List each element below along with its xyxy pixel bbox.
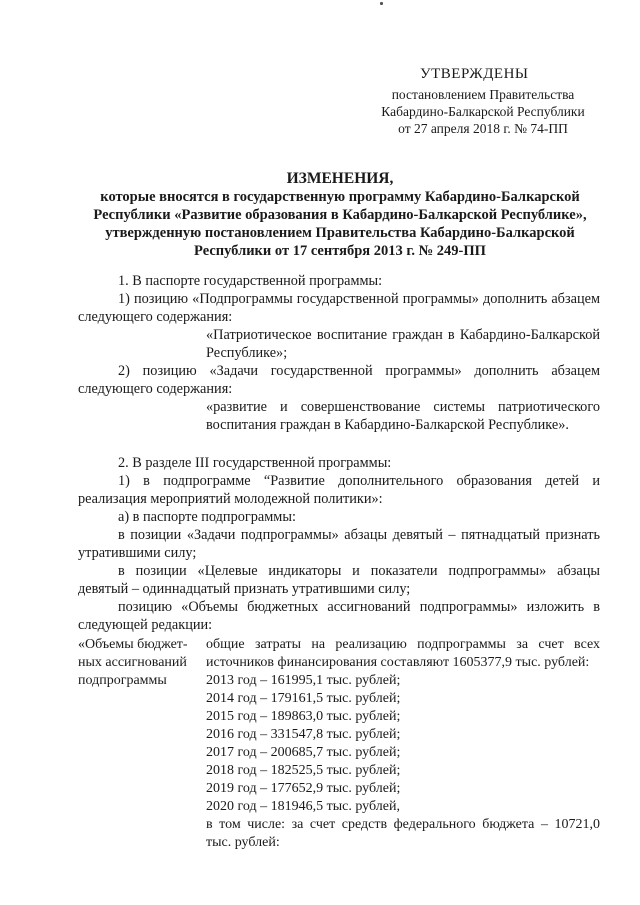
title-line: Республики от 17 сентября 2013 г. № 249-ПП — [194, 243, 486, 259]
approval-line: Кабардино-Балкарской Республики — [381, 104, 585, 119]
document-body — [78, 272, 600, 852]
approval-heading: УТВЕРЖДЕНЫ — [420, 66, 529, 82]
budget-table-label: «Объемы бюджет-ных ассигнований подпрограммы — [78, 637, 188, 688]
section2-item1: 1) в подпрограмме “Развитие дополнительного образования детей и реализация мероприятий молодежной политики»: — [78, 473, 600, 507]
title-line: утвержденную постановлением Правительства Кабардино-Балкарской — [105, 225, 575, 241]
scan-speck — [380, 2, 383, 5]
approval-line: постановлением Правительства — [391, 87, 575, 102]
title-main: ИЗМЕНЕНИЯ, — [286, 170, 394, 187]
title-line: Республики «Развитие образования в Кабардино-Балкарской Республике», — [93, 207, 587, 223]
section1-heading: 1. В паспорте государственной программы: — [118, 273, 383, 289]
budget-total: общие затраты на реализацию подпрограммы за счет всех источников финансирования составляют 1605377,9 тыс. рублей: — [206, 637, 600, 670]
budget-year: 2016 год – 331547,8 тыс. рублей; — [206, 727, 401, 742]
section1-item2: 2) позицию «Задачи государственной программы» дополнить абзацем следующего содержания: — [78, 363, 600, 397]
section1-quote2: «развитие и совершенствование системы патриотического воспитания граждан в Кабардино-Балкарской Республике». — [206, 399, 600, 433]
budget-federal: в том числе: за счет средств федерального бюджета – 10721,0 тыс. рублей: — [206, 817, 600, 850]
budget-year: 2020 год – 181946,5 тыс. рублей, — [206, 799, 400, 814]
budget-table-values — [206, 636, 600, 852]
budget-year: 2014 год – 179161,5 тыс. рублей; — [206, 691, 401, 706]
spacer — [78, 434, 600, 454]
budget-year: 2018 год – 182525,5 тыс. рублей; — [206, 763, 401, 778]
section2-sub-a: а) в паспорте подпрограммы: — [118, 509, 296, 525]
section1-quote1: «Патриотическое воспитание граждан в Кабардино-Балкарской Республике»; — [206, 327, 600, 361]
approval-line: от 27 апреля 2018 г. № 74-ПП — [398, 121, 568, 136]
budget-table — [78, 636, 600, 852]
section2-para1: в позиции «Задачи подпрограммы» абзацы девятый – пятнадцатый признать утратившими силу; — [78, 527, 600, 561]
approval-stamp — [358, 66, 608, 137]
section1-item1: 1) позицию «Подпрограммы государственной программы» дополнить абзацем следующего содержания: — [78, 291, 600, 325]
budget-year: 2019 год – 177652,9 тыс. рублей; — [206, 781, 401, 796]
section2-heading: 2. В разделе III государственной программы: — [118, 455, 392, 471]
budget-year: 2017 год – 200685,7 тыс. рублей; — [206, 745, 401, 760]
section2-para2: в позиции «Целевые индикаторы и показатели подпрограммы» абзацы девятый – одиннадцатый признать утратившими силу; — [78, 563, 600, 597]
budget-year: 2013 год – 161995,1 тыс. рублей; — [206, 673, 401, 688]
title-line: которые вносятся в государственную программу Кабардино-Балкарской — [100, 189, 580, 205]
budget-year: 2015 год – 189863,0 тыс. рублей; — [206, 709, 401, 724]
section2-para3: позицию «Объемы бюджетных ассигнований подпрограммы» изложить в следующей редакции: — [78, 599, 600, 633]
document-title — [80, 170, 600, 260]
